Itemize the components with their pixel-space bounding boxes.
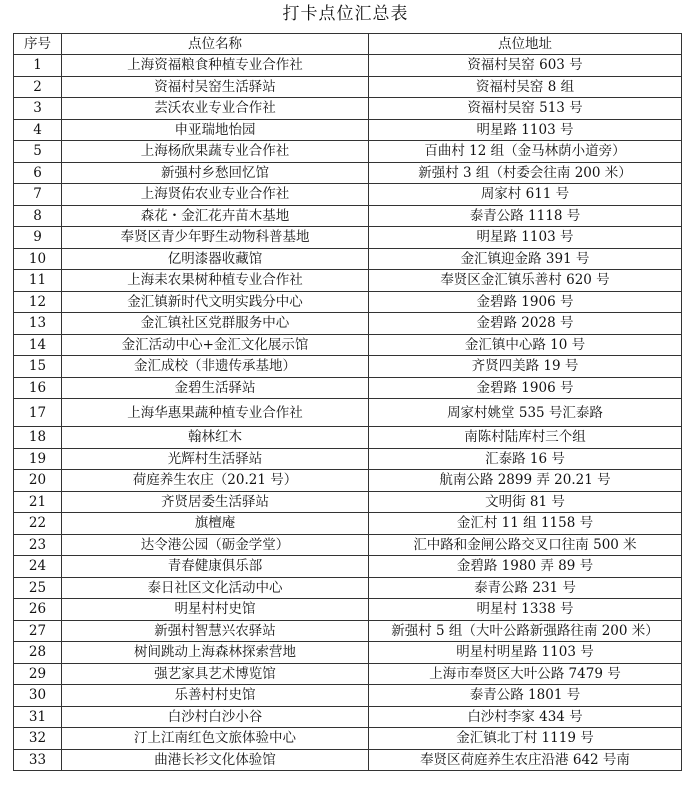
cell-no: 2 [14,76,62,98]
table-row [14,356,682,378]
cell-address: 明星路 1103 号 [369,119,682,141]
cell-no: 1 [14,55,62,77]
cell-name: 芸沃农业专业合作社 [62,98,369,120]
cell-no: 10 [14,248,62,270]
cell-name: 上海华惠果蔬种植专业合作社 [62,399,369,427]
cell-no: 3 [14,98,62,120]
cell-name: 明星村村史馆 [62,599,369,621]
table-row [14,663,682,685]
table-row [14,491,682,513]
table-row [14,706,682,728]
cell-address: 金汇镇北丁村 1119 号 [369,728,682,750]
table-row [14,728,682,750]
cell-no: 13 [14,313,62,335]
cell-name: 树间跳动上海森林探索营地 [62,642,369,664]
cell-name: 上海杨欣果蔬专业合作社 [62,141,369,163]
cell-no: 15 [14,356,62,378]
cell-name: 上海贤佑农业专业合作社 [62,184,369,206]
table-row [14,55,682,77]
cell-no: 9 [14,227,62,249]
cell-address: 上海市奉贤区大叶公路 7479 号 [369,663,682,685]
header-name: 点位名称 [62,34,369,55]
table-row [14,642,682,664]
table-row [14,556,682,578]
cell-address: 泰青公路 1801 号 [369,685,682,707]
cell-name: 旗檀庵 [62,513,369,535]
cell-no: 8 [14,205,62,227]
cell-address: 新强村 3 组（村委会往南 200 米） [369,162,682,184]
cell-no: 23 [14,534,62,556]
cell-no: 27 [14,620,62,642]
cell-no: 28 [14,642,62,664]
cell-name: 齐贤居委生活驿站 [62,491,369,513]
cell-name: 强艺家具艺术博览馆 [62,663,369,685]
cell-name: 泰日社区文化活动中心 [62,577,369,599]
table-row [14,377,682,399]
cell-address: 金碧路 1980 弄 89 号 [369,556,682,578]
table-row [14,685,682,707]
cell-address: 航南公路 2899 弄 20.21 号 [369,470,682,492]
table-header-row [14,34,682,55]
cell-no: 24 [14,556,62,578]
cell-name: 申亚瑞地怡园 [62,119,369,141]
cell-address: 周家村姚堂 535 号汇泰路 [369,399,682,427]
table-row [14,427,682,449]
cell-no: 12 [14,291,62,313]
cell-name: 上海资福粮食种植专业合作社 [62,55,369,77]
cell-name: 达令港公园（砺金学堂） [62,534,369,556]
cell-name: 乐善村村史馆 [62,685,369,707]
cell-name: 上海耒农果树种植专业合作社 [62,270,369,292]
table-row [14,448,682,470]
table-row [14,119,682,141]
cell-address: 资福村吴窑 513 号 [369,98,682,120]
table-row [14,577,682,599]
cell-address: 明星村明星路 1103 号 [369,642,682,664]
cell-address: 金汇镇迎金路 391 号 [369,248,682,270]
table-row [14,162,682,184]
table-row [14,749,682,771]
header-no: 序号 [14,34,62,55]
cell-no: 22 [14,513,62,535]
table-row [14,399,682,427]
table-row [14,620,682,642]
cell-no: 5 [14,141,62,163]
cell-no: 16 [14,377,62,399]
cell-address: 金碧路 1906 号 [369,291,682,313]
table-row [14,534,682,556]
table-row [14,227,682,249]
cell-name: 金汇活动中心+金汇文化展示馆 [62,334,369,356]
checkin-points-table [13,33,682,771]
cell-address: 文明街 81 号 [369,491,682,513]
header-address: 点位地址 [369,34,682,55]
cell-address: 南陈村陆库村三个组 [369,427,682,449]
table-row [14,270,682,292]
cell-address: 明星村 1338 号 [369,599,682,621]
cell-name: 汀上江南红色文旅体验中心 [62,728,369,750]
cell-address: 金碧路 2028 号 [369,313,682,335]
cell-name: 资福村吴窑生活驿站 [62,76,369,98]
cell-address: 汇中路和金闸公路交叉口往南 500 米 [369,534,682,556]
cell-address: 资福村吴窑 8 组 [369,76,682,98]
cell-no: 11 [14,270,62,292]
cell-name: 金汇成校（非遗传承基地） [62,356,369,378]
table-row [14,470,682,492]
cell-name: 亿明漆器收藏馆 [62,248,369,270]
table-row [14,291,682,313]
cell-no: 6 [14,162,62,184]
table-row [14,313,682,335]
cell-address: 明星路 1103 号 [369,227,682,249]
cell-address: 金汇村 11 组 1158 号 [369,513,682,535]
cell-no: 33 [14,749,62,771]
table-row [14,513,682,535]
cell-no: 30 [14,685,62,707]
cell-no: 17 [14,399,62,427]
cell-name: 曲港长衫文化体验馆 [62,749,369,771]
table-row [14,599,682,621]
cell-no: 21 [14,491,62,513]
cell-name: 光辉村生活驿站 [62,448,369,470]
table-row [14,98,682,120]
cell-name: 白沙村白沙小谷 [62,706,369,728]
cell-no: 31 [14,706,62,728]
cell-no: 19 [14,448,62,470]
cell-address: 奉贤区荷庭养生农庄沿港 642 号南 [369,749,682,771]
table-row [14,76,682,98]
cell-no: 18 [14,427,62,449]
table-row [14,141,682,163]
table-row [14,334,682,356]
cell-address: 汇泰路 16 号 [369,448,682,470]
cell-address: 白沙村李家 434 号 [369,706,682,728]
cell-address: 新强村 5 组（大叶公路新强路往南 200 米） [369,620,682,642]
cell-no: 32 [14,728,62,750]
cell-address: 金碧路 1906 号 [369,377,682,399]
cell-no: 26 [14,599,62,621]
cell-name: 翰林红木 [62,427,369,449]
cell-address: 百曲村 12 组（金马林荫小道旁） [369,141,682,163]
cell-name: 金碧生活驿站 [62,377,369,399]
cell-no: 14 [14,334,62,356]
cell-address: 奉贤区金汇镇乐善村 620 号 [369,270,682,292]
cell-address: 泰青公路 1118 号 [369,205,682,227]
cell-no: 4 [14,119,62,141]
cell-name: 新强村智慧兴农驿站 [62,620,369,642]
cell-name: 青春健康俱乐部 [62,556,369,578]
table-row [14,184,682,206]
cell-name: 新强村乡愁回忆馆 [62,162,369,184]
cell-name: 金汇镇新时代文明实践分中心 [62,291,369,313]
cell-name: 金汇镇社区党群服务中心 [62,313,369,335]
cell-address: 周家村 611 号 [369,184,682,206]
table-row [14,205,682,227]
cell-address: 齐贤四美路 19 号 [369,356,682,378]
cell-address: 资福村吴窑 603 号 [369,55,682,77]
cell-no: 25 [14,577,62,599]
page-title: 打卡点位汇总表 [282,4,409,24]
table-row [14,248,682,270]
cell-no: 7 [14,184,62,206]
cell-name: 森花・金汇花卉苗木基地 [62,205,369,227]
cell-address: 金汇镇中心路 10 号 [369,334,682,356]
cell-no: 20 [14,470,62,492]
cell-no: 29 [14,663,62,685]
cell-name: 奉贤区青少年野生动物科普基地 [62,227,369,249]
cell-name: 荷庭养生农庄（20.21 号） [62,470,369,492]
cell-address: 泰青公路 231 号 [369,577,682,599]
